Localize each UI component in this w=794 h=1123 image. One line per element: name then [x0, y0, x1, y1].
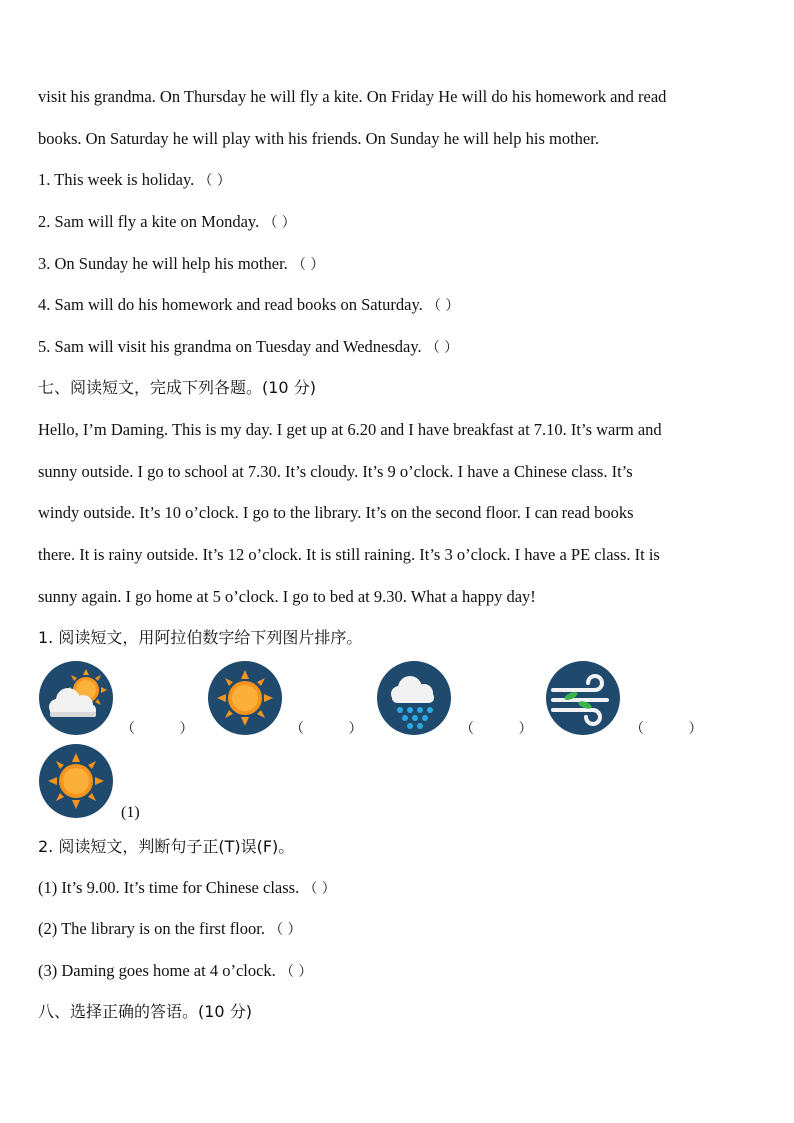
answer-paren[interactable]: （ ） — [269, 922, 302, 938]
answer-paren[interactable]: （ ） — [198, 173, 231, 189]
passage-seven-line-1: Hello, I’m Daming. This is my day. I get up at 6.20 and I have breakfast at 7.10. It’s warm and — [38, 420, 662, 439]
question-4 — [38, 295, 459, 316]
answer-paren[interactable]: （ ） — [279, 964, 313, 980]
answer-paren[interactable]: （ ） — [263, 215, 296, 231]
passage-seven-line-5: sunny again. I go home at 5 o’clock. I go to bed at 9.30. What a happy day! — [38, 587, 536, 606]
picture-1-blank[interactable]: （ ） — [121, 721, 194, 737]
wind-icon — [545, 660, 621, 736]
statement-3 — [38, 961, 312, 982]
question-2-text: 2. Sam will fly a kite on Monday. — [38, 212, 260, 231]
picture-4-blank[interactable]: （ ） — [630, 721, 703, 737]
passage-line-2: books. On Saturday he will play with his friends. On Sunday he will help his mother. — [38, 129, 599, 148]
statement-2 — [38, 919, 302, 940]
picture-5-answer: (1) — [121, 804, 140, 821]
question-5-text: 5. Sam will visit his grandma on Tuesday and Wednesday. — [38, 337, 422, 356]
picture-3-blank[interactable]: （ ） — [460, 721, 533, 737]
question-4-text: 4. Sam will do his homework and read books on Saturday. — [38, 295, 423, 314]
cloudy-sun-icon — [38, 660, 114, 736]
statement-3-text: (3) Daming goes home at 4 o’clock. — [38, 961, 276, 980]
question-2 — [38, 212, 296, 233]
answer-paren[interactable]: （ ） — [426, 298, 460, 314]
sun-icon — [38, 743, 114, 819]
task-1-instruction: 1. 阅读短文，用阿拉伯数字给下列图片排序。 — [38, 628, 363, 647]
passage-seven-line-3: windy outside. It’s 10 o’clock. I go to the library. It’s on the second floor. I can read books — [38, 503, 634, 522]
task-2-instruction: 2. 阅读短文，判断句子正(T)误(F)。 — [38, 837, 295, 856]
question-1-text: 1. This week is holiday. — [38, 170, 195, 189]
section-eight-title: 八、选择正确的答语。(10 分) — [38, 1002, 252, 1021]
statement-1 — [38, 878, 336, 899]
answer-paren[interactable]: （ ） — [291, 257, 325, 273]
sun-icon — [207, 660, 283, 736]
rain-cloud-icon — [376, 660, 452, 736]
passage-line-1: visit his grandma. On Thursday he will fly a kite. On Friday He will do his homework and read — [38, 87, 667, 106]
section-seven-title: 七、阅读短文，完成下列各题。(10 分) — [38, 378, 316, 397]
question-5 — [38, 337, 458, 358]
answer-paren[interactable]: （ ） — [303, 881, 336, 897]
question-3 — [38, 254, 324, 275]
statement-2-text: (2) The library is on the first floor. — [38, 919, 265, 938]
question-3-text: 3. On Sunday he will help his mother. — [38, 254, 288, 273]
picture-2-blank[interactable]: （ ） — [290, 721, 363, 737]
passage-seven-line-2: sunny outside. I go to school at 7.30. It’s cloudy. It’s 9 o’clock. I have a Chinese class. It’s — [38, 462, 633, 481]
statement-1-text: (1) It’s 9.00. It’s time for Chinese class. — [38, 878, 300, 897]
question-1 — [38, 170, 231, 191]
passage-seven-line-4: there. It is rainy outside. It’s 12 o’clock. It is still raining. It’s 3 o’clock. I have a PE class. It is — [38, 545, 660, 564]
answer-paren[interactable]: （ ） — [425, 340, 459, 356]
